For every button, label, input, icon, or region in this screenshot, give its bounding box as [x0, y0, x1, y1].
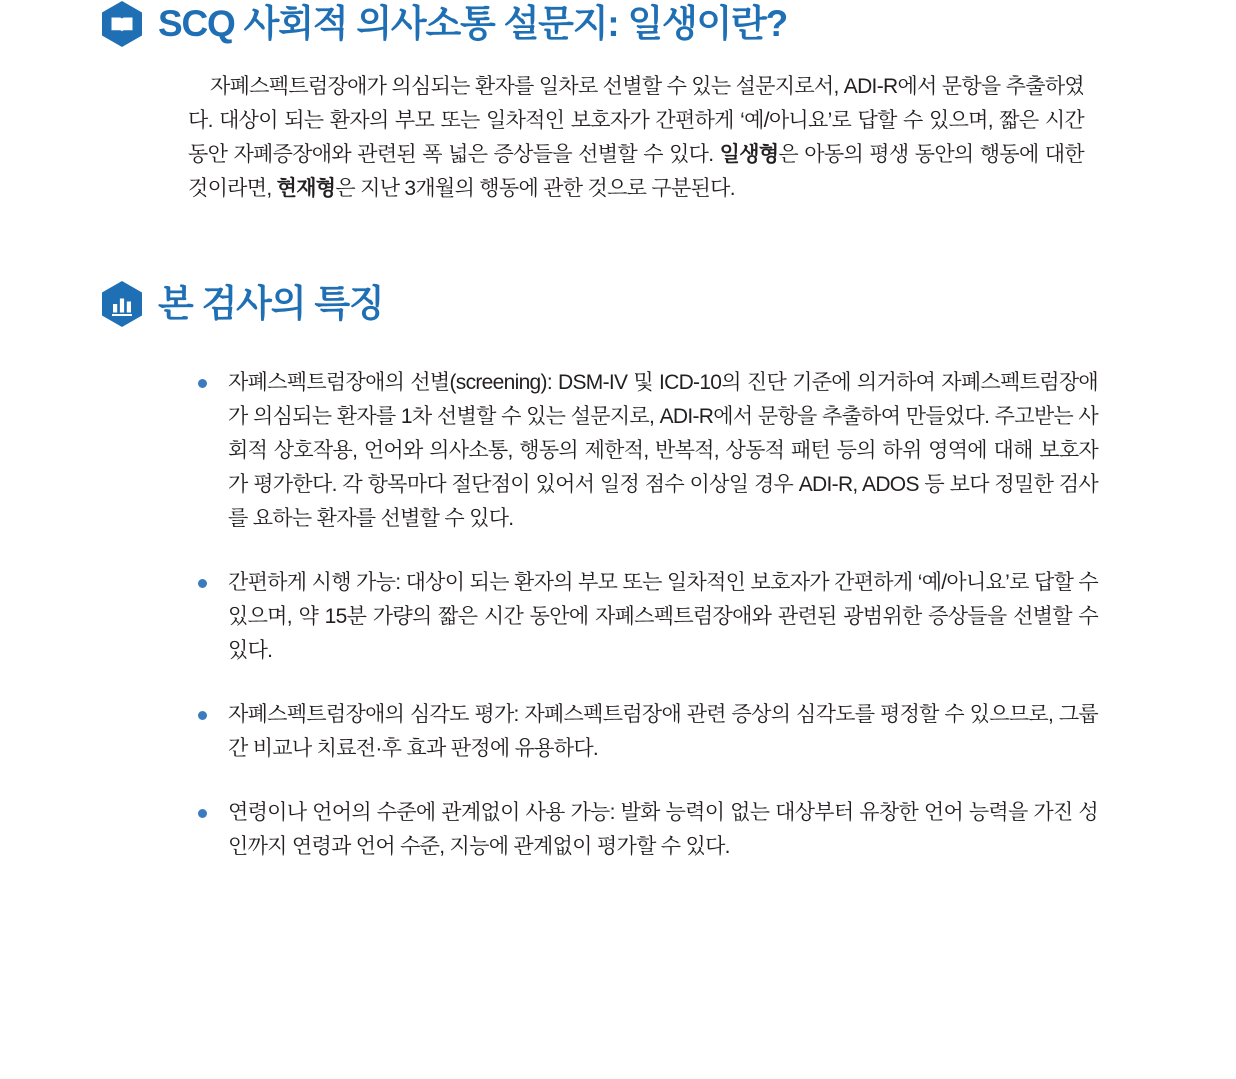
- bullet-dot-icon: [198, 711, 207, 720]
- body-text: 은 지난 3개월의 행동에 관한 것으로 구분된다.: [335, 177, 735, 201]
- intro-paragraph: [100, 70, 1176, 206]
- body-text: 자폐스펙트럼장애가 의심되는 환자를 일차로 선별할 수 있는 설문지로서, ADI-R에서 문항을 추출하였다. 대상이 되는 환자의 부모 또는 일차적인 보호자가 간편하게 ‘예/아니요’로 답할 수 있으며, 짧은 시간동안 자폐증장애와 관련된 폭 넓은 증상들을 선별할 수 있다.: [188, 75, 1084, 167]
- section-test-features: [0, 280, 1236, 864]
- book-icon: [100, 0, 144, 48]
- body-text: 은 아동의 평생 동안의 행동에 대한 것이라면,: [188, 143, 1084, 201]
- emphasis-text: 일생형: [719, 143, 779, 167]
- section-scq-overview: [0, 0, 1236, 206]
- list-item: [228, 566, 1098, 668]
- list-item: [228, 796, 1098, 864]
- emphasis-text: 현재형: [276, 177, 336, 201]
- bullet-dot-icon: [198, 579, 207, 588]
- list-item-text: 간편하게 시행 가능: 대상이 되는 환자의 부모 또는 일차적인 보호자가 간편하게 ‘예/아니요’로 답할 수 있으며, 약 15분 가량의 짧은 시간 동안에 자폐스펙트럼장애와 관련된 광범위한 증상들을 선별할 수 있다.: [228, 571, 1098, 663]
- list-item-text: 자폐스펙트럼장애의 선별(screening): DSM-IV 및 ICD-10의 진단 기준에 의거하여 자폐스펙트럼장애가 의심되는 환자를 1차 선별할 수 있는 설문지로, ADI-R에서 문항을 추출하여 만들었다. 주고받는 사회적 상호작용, 언어와 의사소통, 행동의 제한적, 반복적, 상동적 패턴 등의 하위 영역에 대해 보호자가 평가한다. 각 항목마다 절단점이 있어서 일정 점수 이상일 경우 ADI-R, ADOS 등 보다 정밀한 검사를 요하는 환자를 선별할 수 있다.: [228, 371, 1098, 531]
- feature-list: [100, 366, 1176, 864]
- intro-text-run: [188, 75, 1084, 200]
- list-item: [228, 698, 1098, 766]
- section-title: SCQ 사회적 의사소통 설문지: 일생이란?: [158, 2, 788, 44]
- bullet-dot-icon: [198, 379, 207, 388]
- list-item: [228, 366, 1098, 536]
- chart-icon: [100, 280, 144, 328]
- section-spacer: [0, 206, 1236, 280]
- bullet-dot-icon: [198, 809, 207, 818]
- section-title: 본 검사의 특징: [158, 282, 384, 324]
- list-item-text: 연령이나 언어의 수준에 관계없이 사용 가능: 발화 능력이 없는 대상부터 유창한 언어 능력을 가진 성인까지 연령과 언어 수준, 지능에 관계없이 평가할 수 있다.: [228, 801, 1098, 859]
- list-item-text: 자폐스펙트럼장애의 심각도 평가: 자폐스펙트럼장애 관련 증상의 심각도를 평정할 수 있으므로, 그룹 간 비교나 치료전·후 효과 판정에 유용하다.: [228, 703, 1098, 761]
- section-heading: [100, 280, 1176, 328]
- section-heading: [100, 0, 1176, 48]
